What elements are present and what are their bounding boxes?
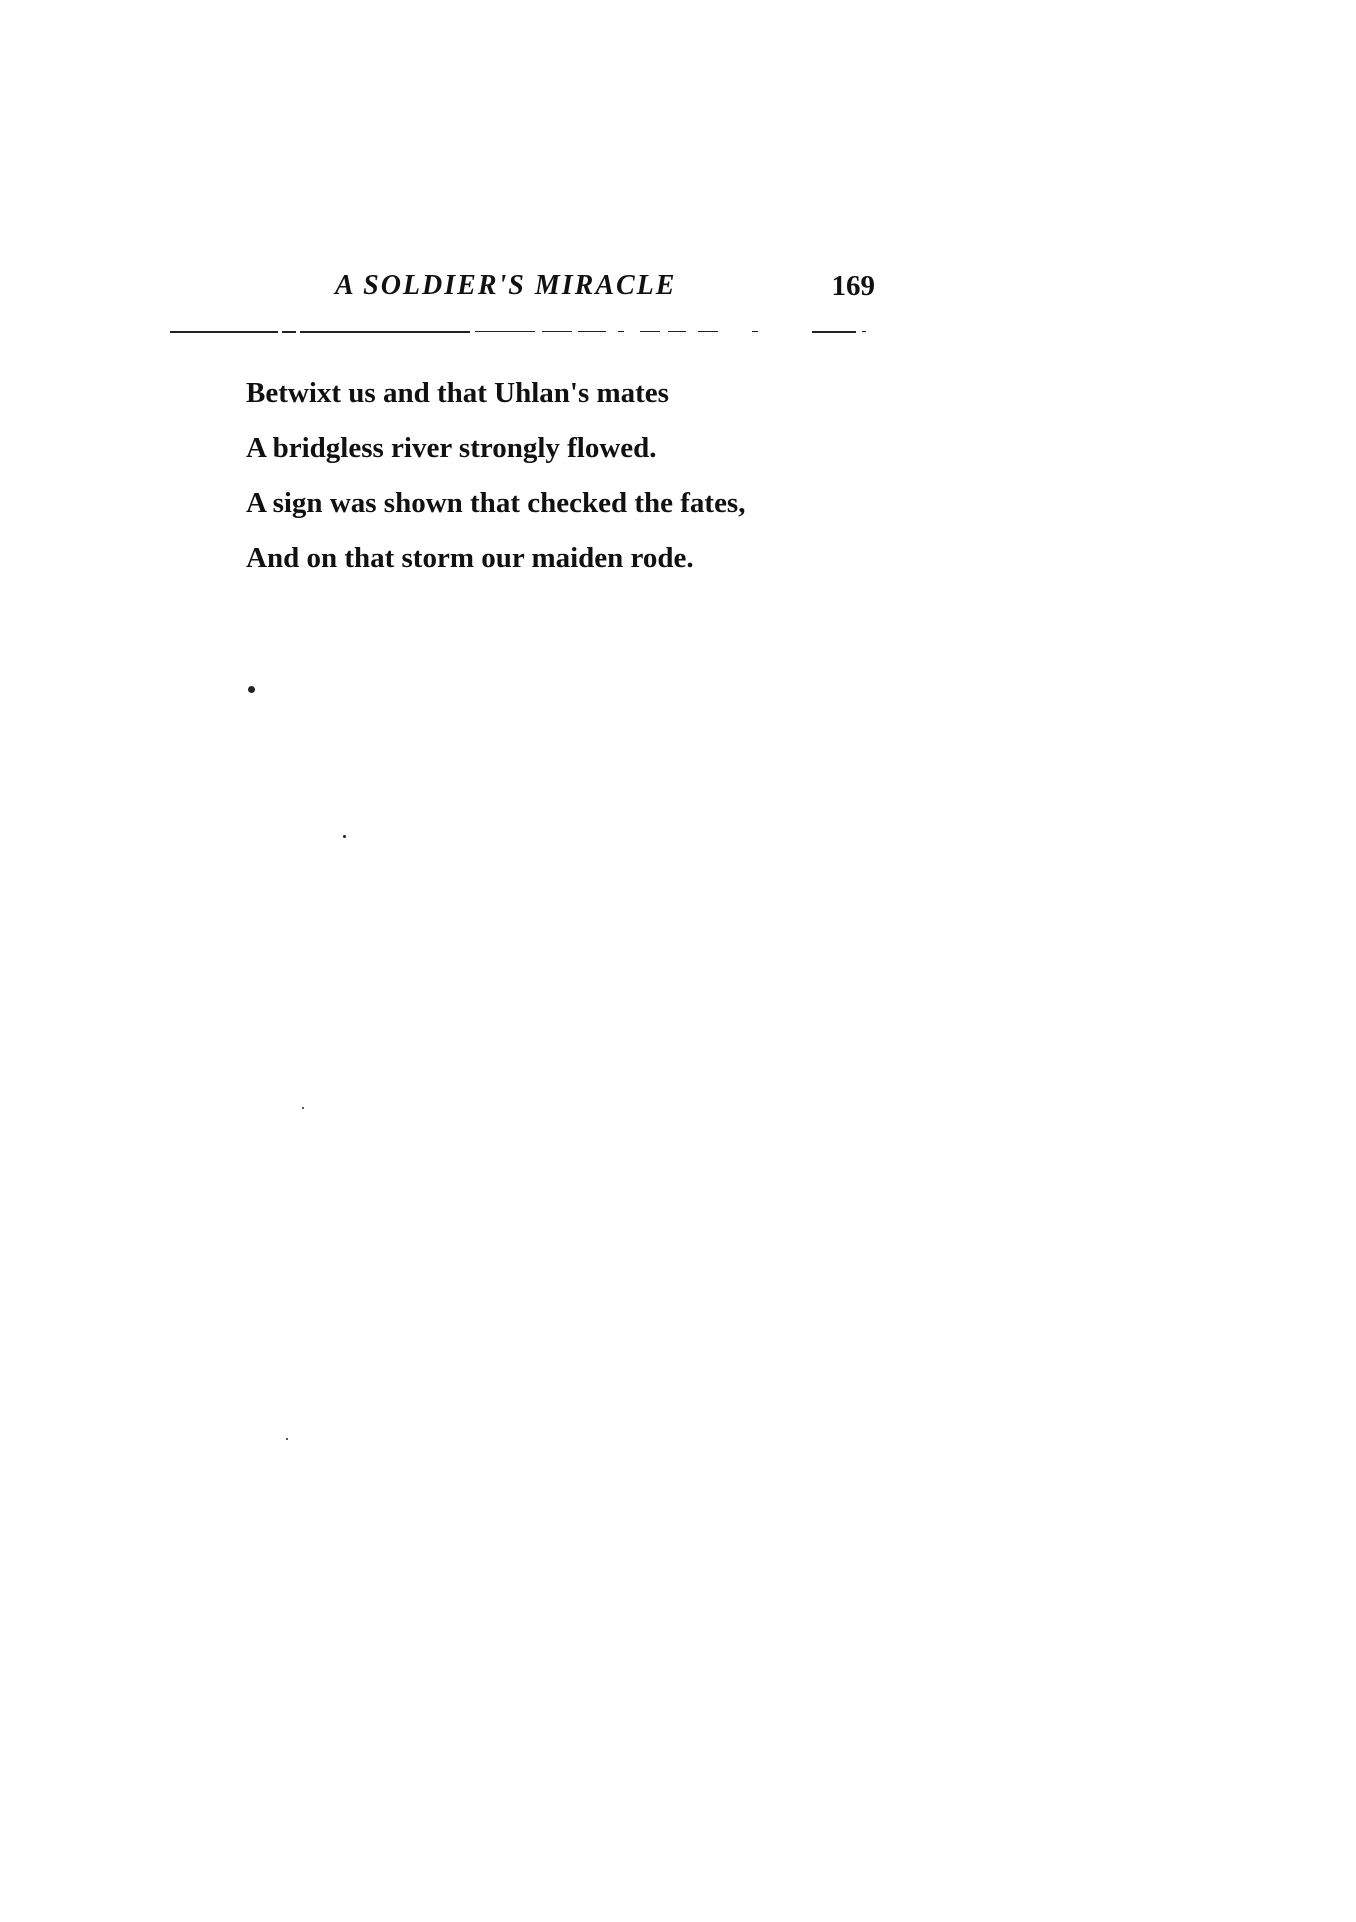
rule-segment: [698, 331, 718, 332]
rule-segment: [640, 331, 660, 332]
rule-segment: [282, 331, 296, 333]
rule-segment: [862, 331, 866, 332]
ink-speck: [286, 1438, 288, 1440]
verse-line: A bridgless river strongly flowed.: [246, 432, 657, 464]
rule-segment: [170, 331, 278, 333]
ink-speck: [248, 686, 255, 693]
rule-segment: [300, 331, 470, 333]
verse-line: And on that storm our maiden rode.: [246, 542, 694, 574]
rule-segment: [812, 331, 856, 333]
rule-segment: [578, 331, 606, 332]
rule-segment: [668, 331, 686, 332]
running-title: A SOLDIER'S MIRACLE: [335, 270, 677, 301]
ink-speck: [302, 1107, 304, 1109]
ink-speck: [343, 835, 346, 838]
verse-line: Betwixt us and that Uhlan's mates: [246, 377, 669, 409]
verse-stanza: [246, 366, 896, 586]
page-number: 169: [831, 270, 875, 302]
rule-segment: [542, 331, 572, 332]
verse-line: A sign was shown that checked the fates,: [246, 487, 746, 519]
rule-segment: [752, 331, 758, 332]
running-head: [170, 268, 875, 308]
rule-segment: [618, 331, 624, 332]
header-rule: [170, 331, 875, 334]
rule-segment: [475, 331, 535, 332]
